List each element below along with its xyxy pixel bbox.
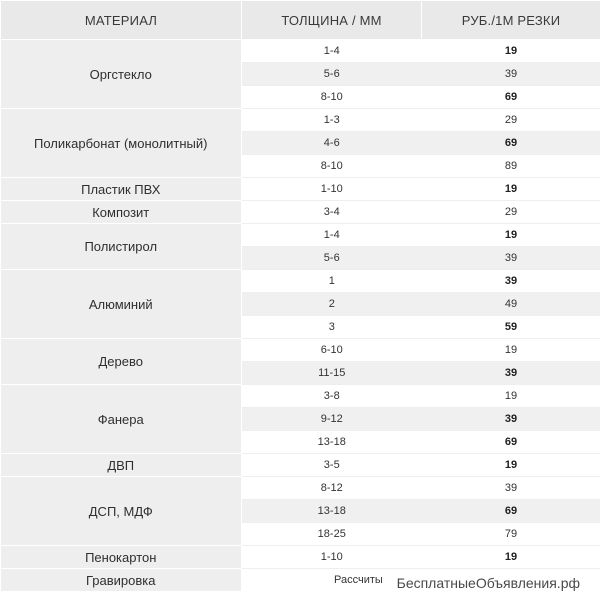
price-cell: 19 [422,546,600,569]
thickness-cell: 13-18 [242,500,422,523]
thickness-cell: 6-10 [242,339,422,362]
header-material: МАТЕРИАЛ [1,1,242,40]
thickness-cell: 9-12 [242,408,422,431]
table-row [1,40,600,63]
material-name: Оргстекло [1,40,242,109]
thickness-cell: 11-15 [242,362,422,385]
table-row [1,339,600,362]
thickness-cell: 1 [242,270,422,293]
watermark: БесплатныеОбъявления.рф [396,575,580,591]
price-cell: 39 [422,270,600,293]
price-cell: 59 [422,316,600,339]
thickness-cell: 1-4 [242,40,422,63]
material-name: Фанера [1,385,242,454]
price-cell: 19 [422,178,600,201]
material-name: Пластик ПВХ [1,178,242,201]
thickness-cell: 1-10 [242,178,422,201]
thickness-cell: 8-12 [242,477,422,500]
thickness-cell: 3-4 [242,201,422,224]
table-row [1,454,600,477]
price-cell: 19 [422,454,600,477]
thickness-cell: 3 [242,316,422,339]
thickness-cell: 1-4 [242,224,422,247]
thickness-cell: 18-25 [242,523,422,546]
table-row [1,201,600,224]
table-row [1,546,600,569]
price-cell: 39 [422,477,600,500]
thickness-cell: 3-8 [242,385,422,408]
price-cell: 29 [422,201,600,224]
thickness-cell: 2 [242,293,422,316]
table-body [1,40,600,592]
table-row [1,178,600,201]
price-cell: 69 [422,86,600,109]
price-cell: 79 [422,523,600,546]
material-name: ДСП, МДФ [1,477,242,546]
thickness-cell: 5-6 [242,247,422,270]
price-cell: 69 [422,431,600,454]
thickness-cell: 1-3 [242,109,422,132]
thickness-cell: 3-5 [242,454,422,477]
material-name: Алюминий [1,270,242,339]
material-name: Поликарбонат (монолитный) [1,109,242,178]
price-cell: 49 [422,293,600,316]
engraving-note: Рассчиты [242,569,600,592]
price-cell: 19 [422,385,600,408]
material-name: ДВП [1,454,242,477]
material-name: Композит [1,201,242,224]
thickness-cell: 1-10 [242,546,422,569]
price-cell: 19 [422,40,600,63]
price-cell: 89 [422,155,600,178]
table-row [1,224,600,247]
thickness-cell: 8-10 [242,86,422,109]
table-row [1,270,600,293]
price-cell: 39 [422,362,600,385]
price-cell: 39 [422,408,600,431]
thickness-cell: 13-18 [242,431,422,454]
price-cell: 69 [422,500,600,523]
thickness-cell: 4-6 [242,132,422,155]
material-name: Гравировка [1,569,242,592]
material-name: Дерево [1,339,242,385]
price-cell: 39 [422,247,600,270]
thickness-cell: 5-6 [242,63,422,86]
header-row [1,1,600,40]
price-cell: 69 [422,132,600,155]
price-cell: 39 [422,63,600,86]
material-name: Пенокартон [1,546,242,569]
price-cell: 29 [422,109,600,132]
table-row [1,385,600,408]
material-name: Полистирол [1,224,242,270]
price-cell: 19 [422,339,600,362]
table-row [1,109,600,132]
header-price: РУБ./1М РЕЗКИ [422,1,600,40]
thickness-cell: 8-10 [242,155,422,178]
price-cell: 19 [422,224,600,247]
table-row [1,477,600,500]
header-thickness: ТОЛЩИНА / ММ [242,1,422,40]
